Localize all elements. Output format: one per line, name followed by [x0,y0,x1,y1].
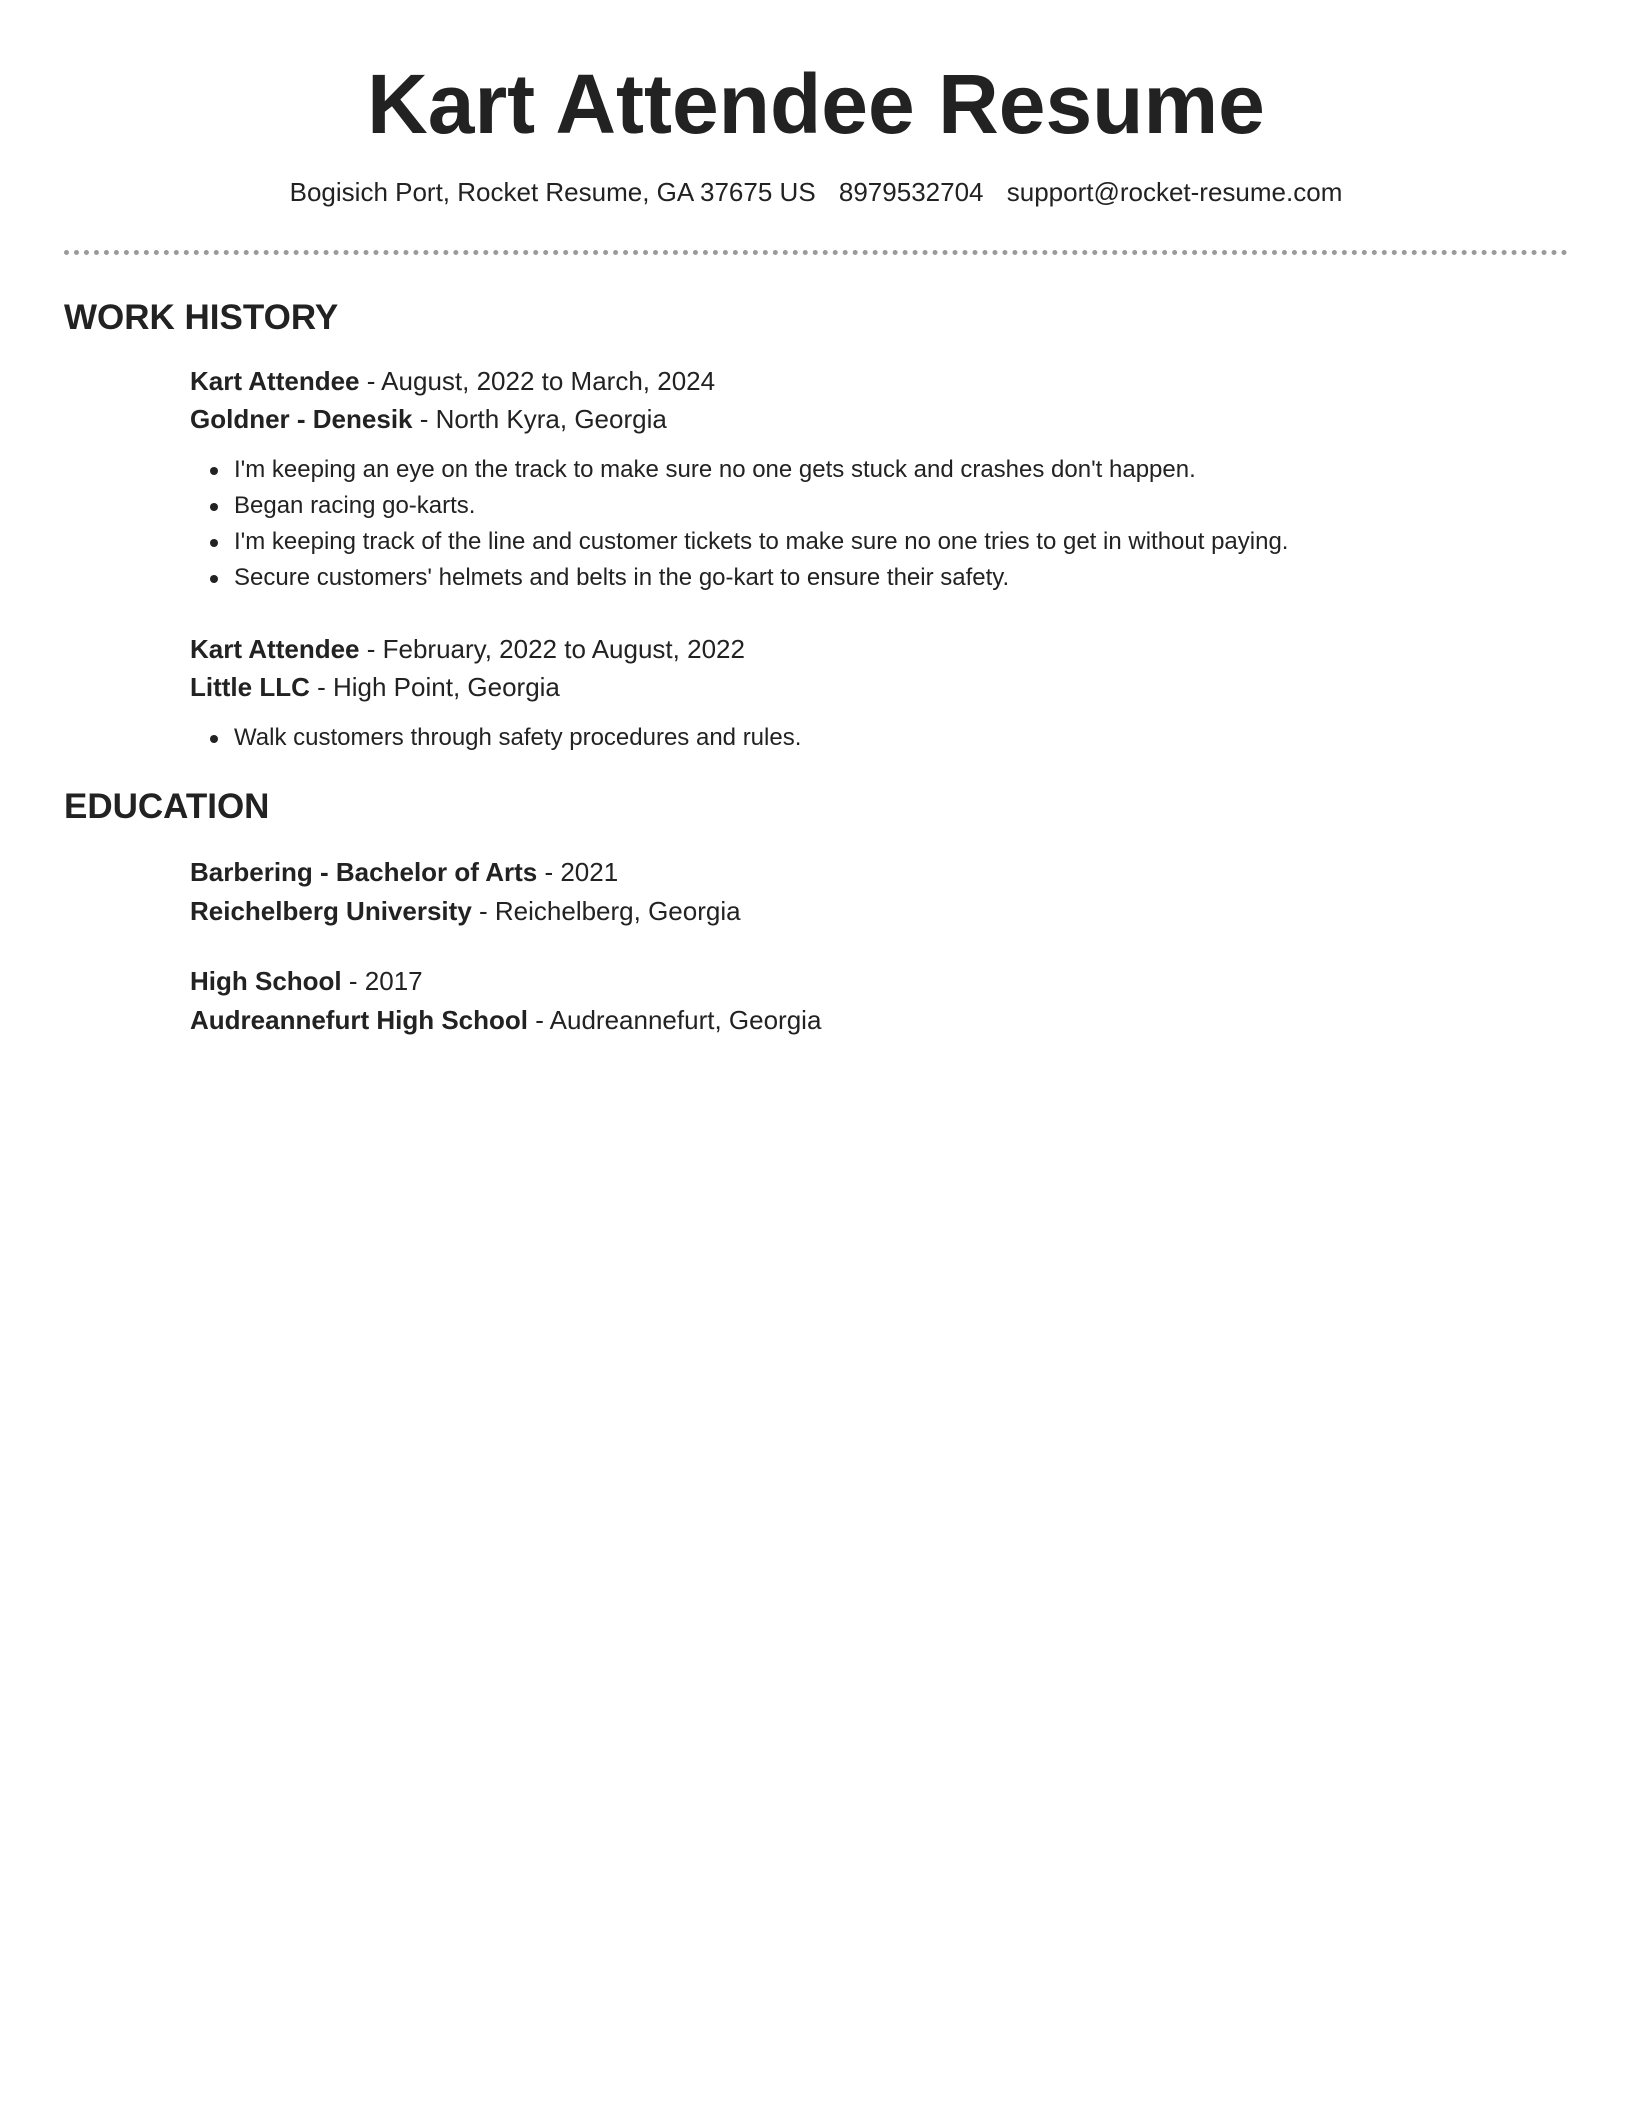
resume-title: Kart Attendee Resume [367,57,1265,151]
job-title: Kart Attendee [190,634,360,664]
degree-name: Barbering - Bachelor of Arts [190,857,538,887]
header-divider [64,250,1568,255]
school-line [190,892,1490,930]
work-entry [190,362,1490,596]
school-name: Reichelberg University [190,896,472,926]
degree-name: High School [190,966,342,996]
job-location: - High Point, Georgia [309,672,560,702]
job-title-line [190,362,1490,400]
contact-info [64,176,1568,208]
work-entry [190,630,1490,756]
job-company: Little LLC [190,672,310,702]
job-company: Goldner - Denesik [190,404,413,434]
list-item: Walk customers through safety procedures and rules. [234,720,1490,756]
list-item: I'm keeping track of the line and customer tickets to make sure no one tries to get in without paying. [234,524,1490,560]
job-title: Kart Attendee [190,366,360,396]
job-dates: - February, 2022 to August, 2022 [359,634,745,664]
school-name: Audreannefurt High School [190,1005,528,1035]
contact-phone: 8979532704 [838,177,984,207]
school-line [190,1001,1490,1039]
contact-email: support@rocket-resume.com [1006,177,1343,207]
job-dates: - August, 2022 to March, 2024 [359,366,716,396]
contact-address: Bogisich Port, Rocket Resume, GA 37675 US [289,177,816,207]
job-title-line [190,630,1490,668]
resume-page [64,0,1568,1035]
list-item: I'm keeping an eye on the track to make sure no one gets stuck and crashes don't happen. [234,452,1490,488]
job-company-line [190,400,1490,438]
degree-line [190,961,1490,1001]
job-duties-list [190,720,1490,756]
degree-year: - 2017 [341,966,423,996]
school-location: - Audreannefurt, Georgia [528,1005,822,1035]
education-entry [190,961,1490,1039]
job-location: - North Kyra, Georgia [412,404,667,434]
job-duties-list [190,452,1490,596]
list-item: Secure customers' helmets and belts in the go-kart to ensure their safety. [234,560,1490,596]
school-location: - Reichelberg, Georgia [471,896,741,926]
list-item: Began racing go-karts. [234,488,1490,524]
job-company-line [190,668,1490,706]
degree-line [190,852,1490,892]
work-history-heading: WORK HISTORY [64,298,339,337]
education-entry [190,852,1490,930]
degree-year: - 2021 [537,857,619,887]
education-heading: EDUCATION [64,787,270,826]
